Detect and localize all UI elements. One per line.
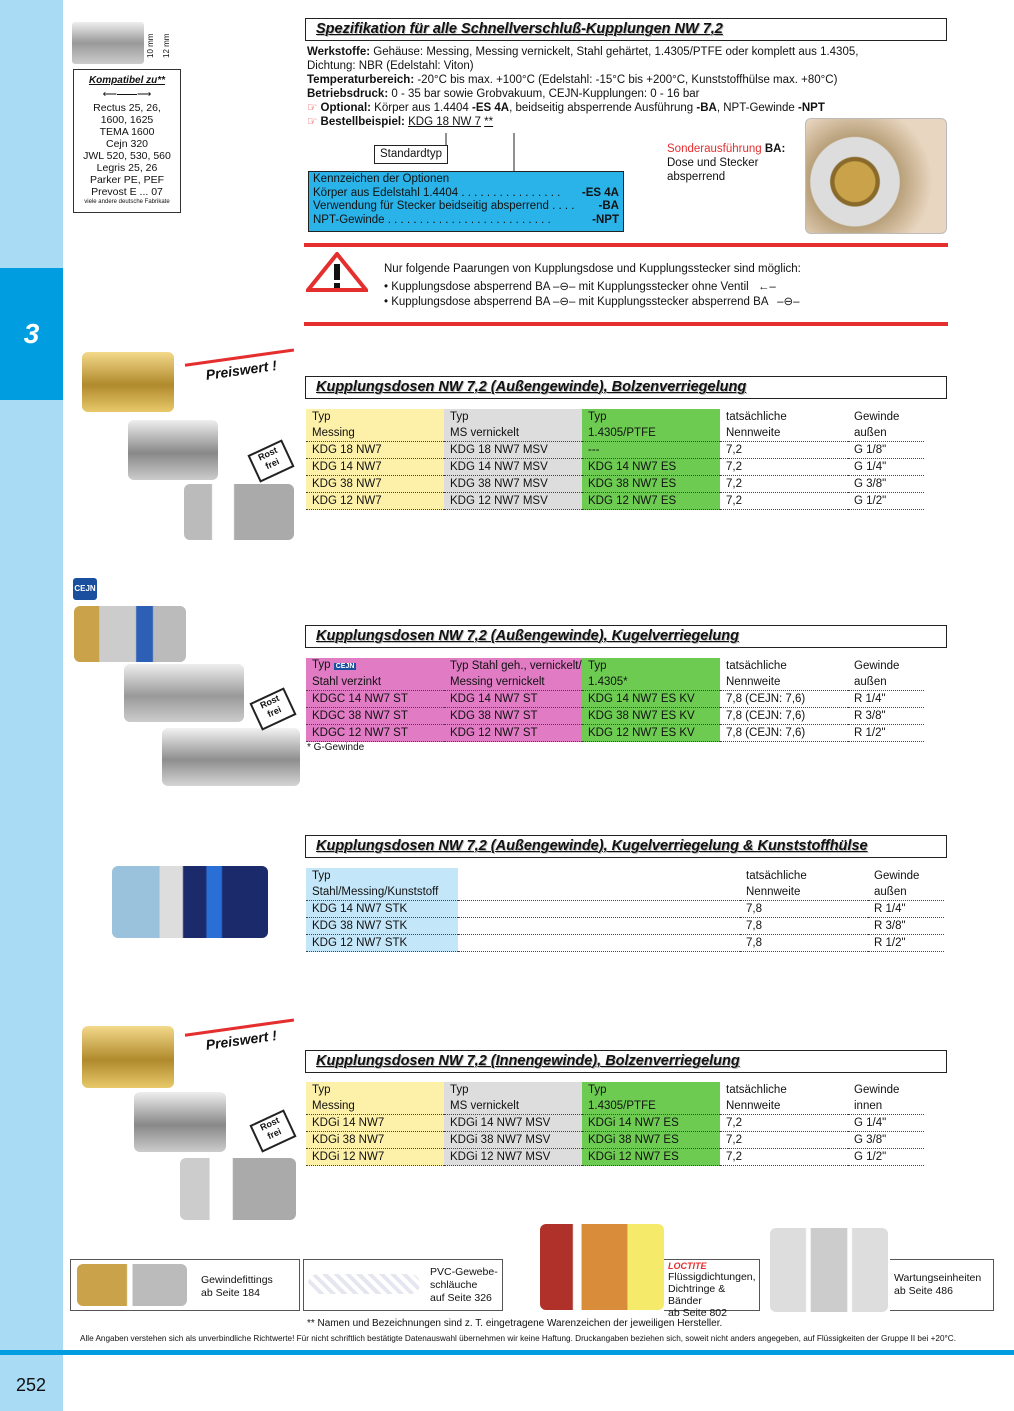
compat-line: 1600, 1625 — [100, 114, 154, 126]
section-2-title: Kupplungsdosen NW 7,2 (Außengewinde), Kugelverriegelung — [305, 625, 947, 648]
table-row: KDGi 14 NW7 KDGi 14 NW7 MSV KDGi 14 NW7 ES 7,2 G 1/4" — [306, 1115, 924, 1132]
table-row: KDG 38 NW7 STK 7,8 R 3/8" — [306, 918, 944, 935]
table-row: KDGC 14 NW7 ST KDG 14 NW7 ST KDG 14 NW7 ES KV 7,8 (CEJN: 7,6) R 1/4" — [306, 691, 924, 708]
product-image-steel-female — [180, 1158, 296, 1220]
warning-line-bottom — [304, 322, 948, 326]
footer-rule — [0, 1350, 1014, 1355]
compat-arrow-icon: ⟵⎯⎯⎯⎯⟶ — [102, 89, 152, 100]
section-2-table: Typ CEJN Typ Stahl geh., vernickelt/ Typ tatsächliche Gewinde Stahl verzinkt Messing vernickelt 1.4305* Nennweite außen KDGC 14 NW7 ST KDG 14 NW7 ST KDG 14 NW7 ES KV 7,8 (CEJN: 7,6) R 1/4" KDGC 38 NW7 ST KDG 38 NW7 ST KDG 38 NW7 ES KV 7,8 (CEJN: 7,6) R 3/8" KDGC 12 NW7 ST KDG 12 NW7 ST KDG 12 NW7 ES KV 7,8 (CEJN: 7,6) R 1/2" — [306, 658, 924, 742]
preiswert-badge: Preiswert ! — [185, 1018, 297, 1058]
compat-line: Legris 25, 26 — [96, 162, 158, 174]
section-2-footnote: * G-Gewinde — [307, 742, 365, 753]
pointer-icon: ☞ — [307, 116, 318, 128]
product-image-brass — [82, 352, 174, 412]
plug-symbol-icon: ←– — [757, 281, 776, 293]
sidebar — [0, 0, 63, 1411]
spec-text: Werkstoffe: Gehäuse: Messing, Messing vernickelt, Stahl gehärtet, 1.4305/PTFE oder komplett aus 1.4305, Dichtung: NBR (Edelstahl: Viton) Temperaturbereich: -20°C bis max. +100°C (Edelstahl: -15°C bis +200°C, Kunststoffhülse max. +80°C) Betriebsdruck: 0 - 35 bar sowie Grobvakuum, CEJN-Kupplungen: 0 - 16 bar ☞ Optional: Körper aus 1.4404 -ES 4A, beidseitig absperrende Ausführung -BA, NPT-Gewinde -NPT ☞ Bestellbeispiel: KDG 18 NW 7 ** — [307, 46, 859, 128]
section-4-title: Kupplungsdosen NW 7,2 (Innengewinde), Bolzenverriegelung — [305, 1050, 947, 1073]
pointer-icon: ☞ — [307, 102, 318, 114]
spec-title: Spezifikation für alle Schnellverschluß-Kupplungen NW 7,2 — [305, 18, 947, 41]
fittings-image — [77, 1264, 187, 1306]
table-row: KDGC 12 NW7 ST KDG 12 NW7 ST KDG 12 NW7 ES KV 7,8 (CEJN: 7,6) R 1/2" — [306, 725, 924, 742]
rostfrei-stamp: Rost frei — [247, 439, 294, 482]
product-image-kugel-es — [162, 728, 300, 786]
compat-line: Cejn 320 — [105, 138, 149, 150]
page-number: 252 — [16, 1375, 47, 1395]
compat-line: Prevost E ... 07 — [91, 186, 163, 198]
section-3-title: Kupplungsdosen NW 7,2 (Außengewinde), Kugelverriegelung & Kunststoffhülse — [305, 835, 947, 858]
footer-disclaimer: Alle Angaben verstehen sich als unverbindliche Richtwerte! Für nicht schriftlich bestätigte Datenauswahl übernehmen wir keine Haftung. Druckangaben beziehen sich, soweit nicht anders angegeben, auf Flüssigkeiten der Gruppe II bei +20°C. — [80, 1334, 956, 1343]
sonder-photo — [805, 118, 947, 234]
crossref-hoses[interactable]: PVC-Gewebe- schläuche auf Seite 326 — [303, 1259, 503, 1311]
product-image-steel — [184, 484, 294, 540]
options-box: Kennzeichen der Optionen Körper aus Edelstahl 1.4404 . . . . . . . . . . . . . . . . -ES 4A Verwendung für Stecker beidseitig absperrend . . . . -BA NPT-Gewinde . . . . . . . . . . . . . . . . . . . . . . . . . . -NPT — [308, 171, 624, 232]
standardtyp-box: Standardtyp — [374, 145, 448, 164]
table-row: KDGi 38 NW7 KDGi 38 NW7 MSV KDGi 38 NW7 ES 7,2 G 3/8" — [306, 1132, 924, 1149]
table-row: KDG 18 NW7 KDG 18 NW7 MSV --- 7,2 G 1/8" — [306, 442, 924, 459]
product-image-cejn — [74, 606, 186, 662]
table-row: KDG 38 NW7 KDG 38 NW7 MSV KDG 38 NW7 ES 7,2 G 3/8" — [306, 476, 924, 493]
compat-line: JWL 520, 530, 560 — [83, 150, 171, 162]
section-3-table: Typ tatsächliche Gewinde Stahl/Messing/Kunststoff Nennweite außen KDG 14 NW7 STK 7,8 R 1/4" KDG 38 NW7 STK 7,8 R 3/8" KDG 12 NW7 STK 7,8 R 1/2" — [306, 868, 944, 952]
rostfrei-stamp: Rost frei — [249, 687, 296, 730]
table-row: KDG 12 NW7 STK 7,8 R 1/2" — [306, 935, 944, 952]
compat-foot: viele andere deutsche Fabrikate — [84, 199, 170, 205]
product-image-brass-female — [82, 1026, 174, 1088]
table-row: KDG 12 NW7 KDG 12 NW7 MSV KDG 12 NW7 ES 7,2 G 1/2" — [306, 493, 924, 510]
cejn-logo: CEJN — [73, 578, 97, 600]
crossref-sealing[interactable]: LOCTITE Flüssigdichtungen, Dichtringe & Bänder ab Seite 802 — [664, 1259, 760, 1311]
compat-line: Rectus 25, 26, — [93, 102, 161, 114]
chapter-tab[interactable]: 3 — [0, 268, 63, 400]
compat-line: TEMA 1600 — [99, 126, 155, 138]
cejn-logo: CEJN — [335, 663, 355, 670]
product-image-nickel-female — [134, 1092, 226, 1152]
warning-icon — [306, 252, 368, 292]
crossref-service-units[interactable]: Wartungseinheiten ab Seite 486 — [890, 1259, 994, 1311]
crossref-fittings[interactable]: Gewindefittings ab Seite 184 — [70, 1259, 300, 1311]
rostfrei-stamp: Rost frei — [249, 1109, 296, 1152]
table-row: KDG 14 NW7 KDG 14 NW7 MSV KDG 14 NW7 ES 7,2 G 1/4" — [306, 459, 924, 476]
hose-image — [308, 1274, 420, 1294]
compat-title: Kompatibel zu** — [88, 75, 166, 86]
section-4-table: Typ Typ Typ tatsächliche Gewinde Messing MS vernickelt 1.4305/PTFE Nennweite innen KDGi 14 NW7 KDGi 14 NW7 MSV KDGi 14 NW7 ES 7,2 G 1/4" KDGi 38 NW7 KDGi 38 NW7 MSV KDGi 38 NW7 ES 7,2 G 3/8" KDGi 12 NW7 KDGi 12 NW7 MSV KDGi 12 NW7 ES 7,2 G 1/2" — [306, 1082, 924, 1166]
compat-line: Parker PE, PEF — [89, 174, 165, 186]
compat-box — [73, 69, 181, 213]
plug-dim-10: 10 mm — [146, 33, 155, 58]
table-row: KDG 14 NW7 STK 7,8 R 1/4" — [306, 901, 944, 918]
product-image-stk — [112, 866, 268, 938]
coupling-symbol-icon: –⊖– — [553, 281, 576, 293]
section-1-table: Typ Typ Typ tatsächliche Gewinde Messing MS vernickelt 1.4305/PTFE Nennweite außen KDG 18 NW7 KDG 18 NW7 MSV --- 7,2 G 1/8" KDG 14 NW7 KDG 14 NW7 MSV KDG 14 NW7 ES 7,2 G 1/4" KDG 38 NW7 KDG 38 NW7 MSV KDG 38 NW7 ES 7,2 G 3/8" KDG 12 NW7 KDG 12 NW7 MSV KDG 12 NW7 ES 7,2 G 1/2" — [306, 409, 924, 510]
service-units-image — [770, 1228, 888, 1312]
table-row: KDGi 12 NW7 KDGi 12 NW7 MSV KDGi 12 NW7 ES 7,2 G 1/2" — [306, 1149, 924, 1166]
loctite-image — [540, 1224, 664, 1310]
preiswert-badge: Preiswert ! — [185, 348, 297, 388]
sonder-text: Sonderausführung BA: Dose und Stecker absperrend — [667, 143, 786, 183]
product-image-kugel — [124, 664, 244, 722]
plug-symbol-icon: –⊖– — [777, 296, 800, 308]
warning-text: Nur folgende Paarungen von Kupplungsdose und Kupplungsstecker sind möglich: • Kupplungsdose absperrend BA –⊖– mit Kupplungsstecker ohne Ventil ←– • Kupplungsdose absperrend BA –⊖– mit Kupplungsstecker absperrend BA –⊖– — [384, 263, 801, 308]
plug-dim-12: 12 mm — [162, 33, 171, 58]
product-image-nickel — [128, 420, 218, 480]
table-row: KDGC 38 NW7 ST KDG 38 NW7 ST KDG 38 NW7 ES KV 7,8 (CEJN: 7,6) R 3/8" — [306, 708, 924, 725]
warning-line-top — [304, 243, 948, 247]
plug-image — [72, 22, 144, 64]
coupling-symbol-icon: –⊖– — [553, 296, 576, 308]
section-1-title: Kupplungsdosen NW 7,2 (Außengewinde), Bolzenverriegelung — [305, 376, 947, 399]
footer-trademark-note: ** Namen und Bezeichnungen sind z. T. eingetragene Warenzeichen der jeweiligen Hersteller. — [307, 1318, 723, 1329]
